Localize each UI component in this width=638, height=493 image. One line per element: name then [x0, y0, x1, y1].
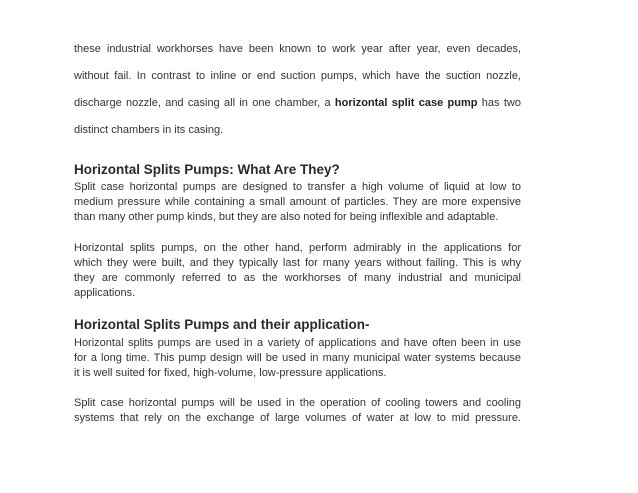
horizontal-split-case-pump-keyword: horizontal split case pump [334, 97, 478, 109]
intro-line-1: these industrial workhorses have been known to work year after year, even decades, [74, 43, 521, 55]
intro-line-3 [74, 97, 521, 110]
section1-paragraph-1 [74, 180, 521, 225]
text-line: Horizontal splits pumps, on the other hand, perform admirably in the applications for [74, 242, 521, 254]
section-heading-what-are-they: Horizontal Splits Pumps: What Are They? [74, 162, 340, 177]
text-line: Split case horizontal pumps will be used in the operation of cooling towers and cooling [74, 397, 521, 409]
text-line: Horizontal splits pumps are used in a variety of applications and have often been in use [74, 337, 521, 349]
intro-line-4: distinct chambers in its casing. [74, 124, 224, 136]
text-line: for a long time. This pump design will be used in many municipal water systems because [74, 352, 521, 364]
intro-line-2: without fail. In contrast to inline or end suction pumps, which have the suction nozzle, [74, 70, 521, 82]
text-line: medium pressure while containing a small amount of particles. They are more expensive [74, 196, 521, 208]
text-line: Split case horizontal pumps are designed to transfer a high volume of liquid at low to [74, 181, 521, 193]
section2-paragraph-1 [74, 336, 521, 381]
text-line: they are commonly referred to as the workhorses of many industrial and municipal [74, 272, 521, 284]
intro-line-3-start: discharge nozzle, and casing all in one chamber, a [74, 97, 335, 109]
section1-paragraph-2 [74, 241, 521, 301]
section2-paragraph-2 [74, 396, 521, 426]
text-line: than many other pump kinds, but they are also noted for being inflexible and adaptable. [74, 211, 499, 223]
text-line: which they were built, and they typically last for many years without failing. This is why [74, 257, 521, 269]
text-line: systems that rely on the exchange of large volumes of water at low to mid pressure. [74, 412, 521, 424]
text-line: it is well suited for fixed, high-volume, low-pressure applications. [74, 367, 387, 379]
text-line: applications. [74, 287, 136, 299]
section-heading-application: Horizontal Splits Pumps and their application- [74, 317, 370, 332]
intro-line-3-end: has two [477, 97, 521, 109]
